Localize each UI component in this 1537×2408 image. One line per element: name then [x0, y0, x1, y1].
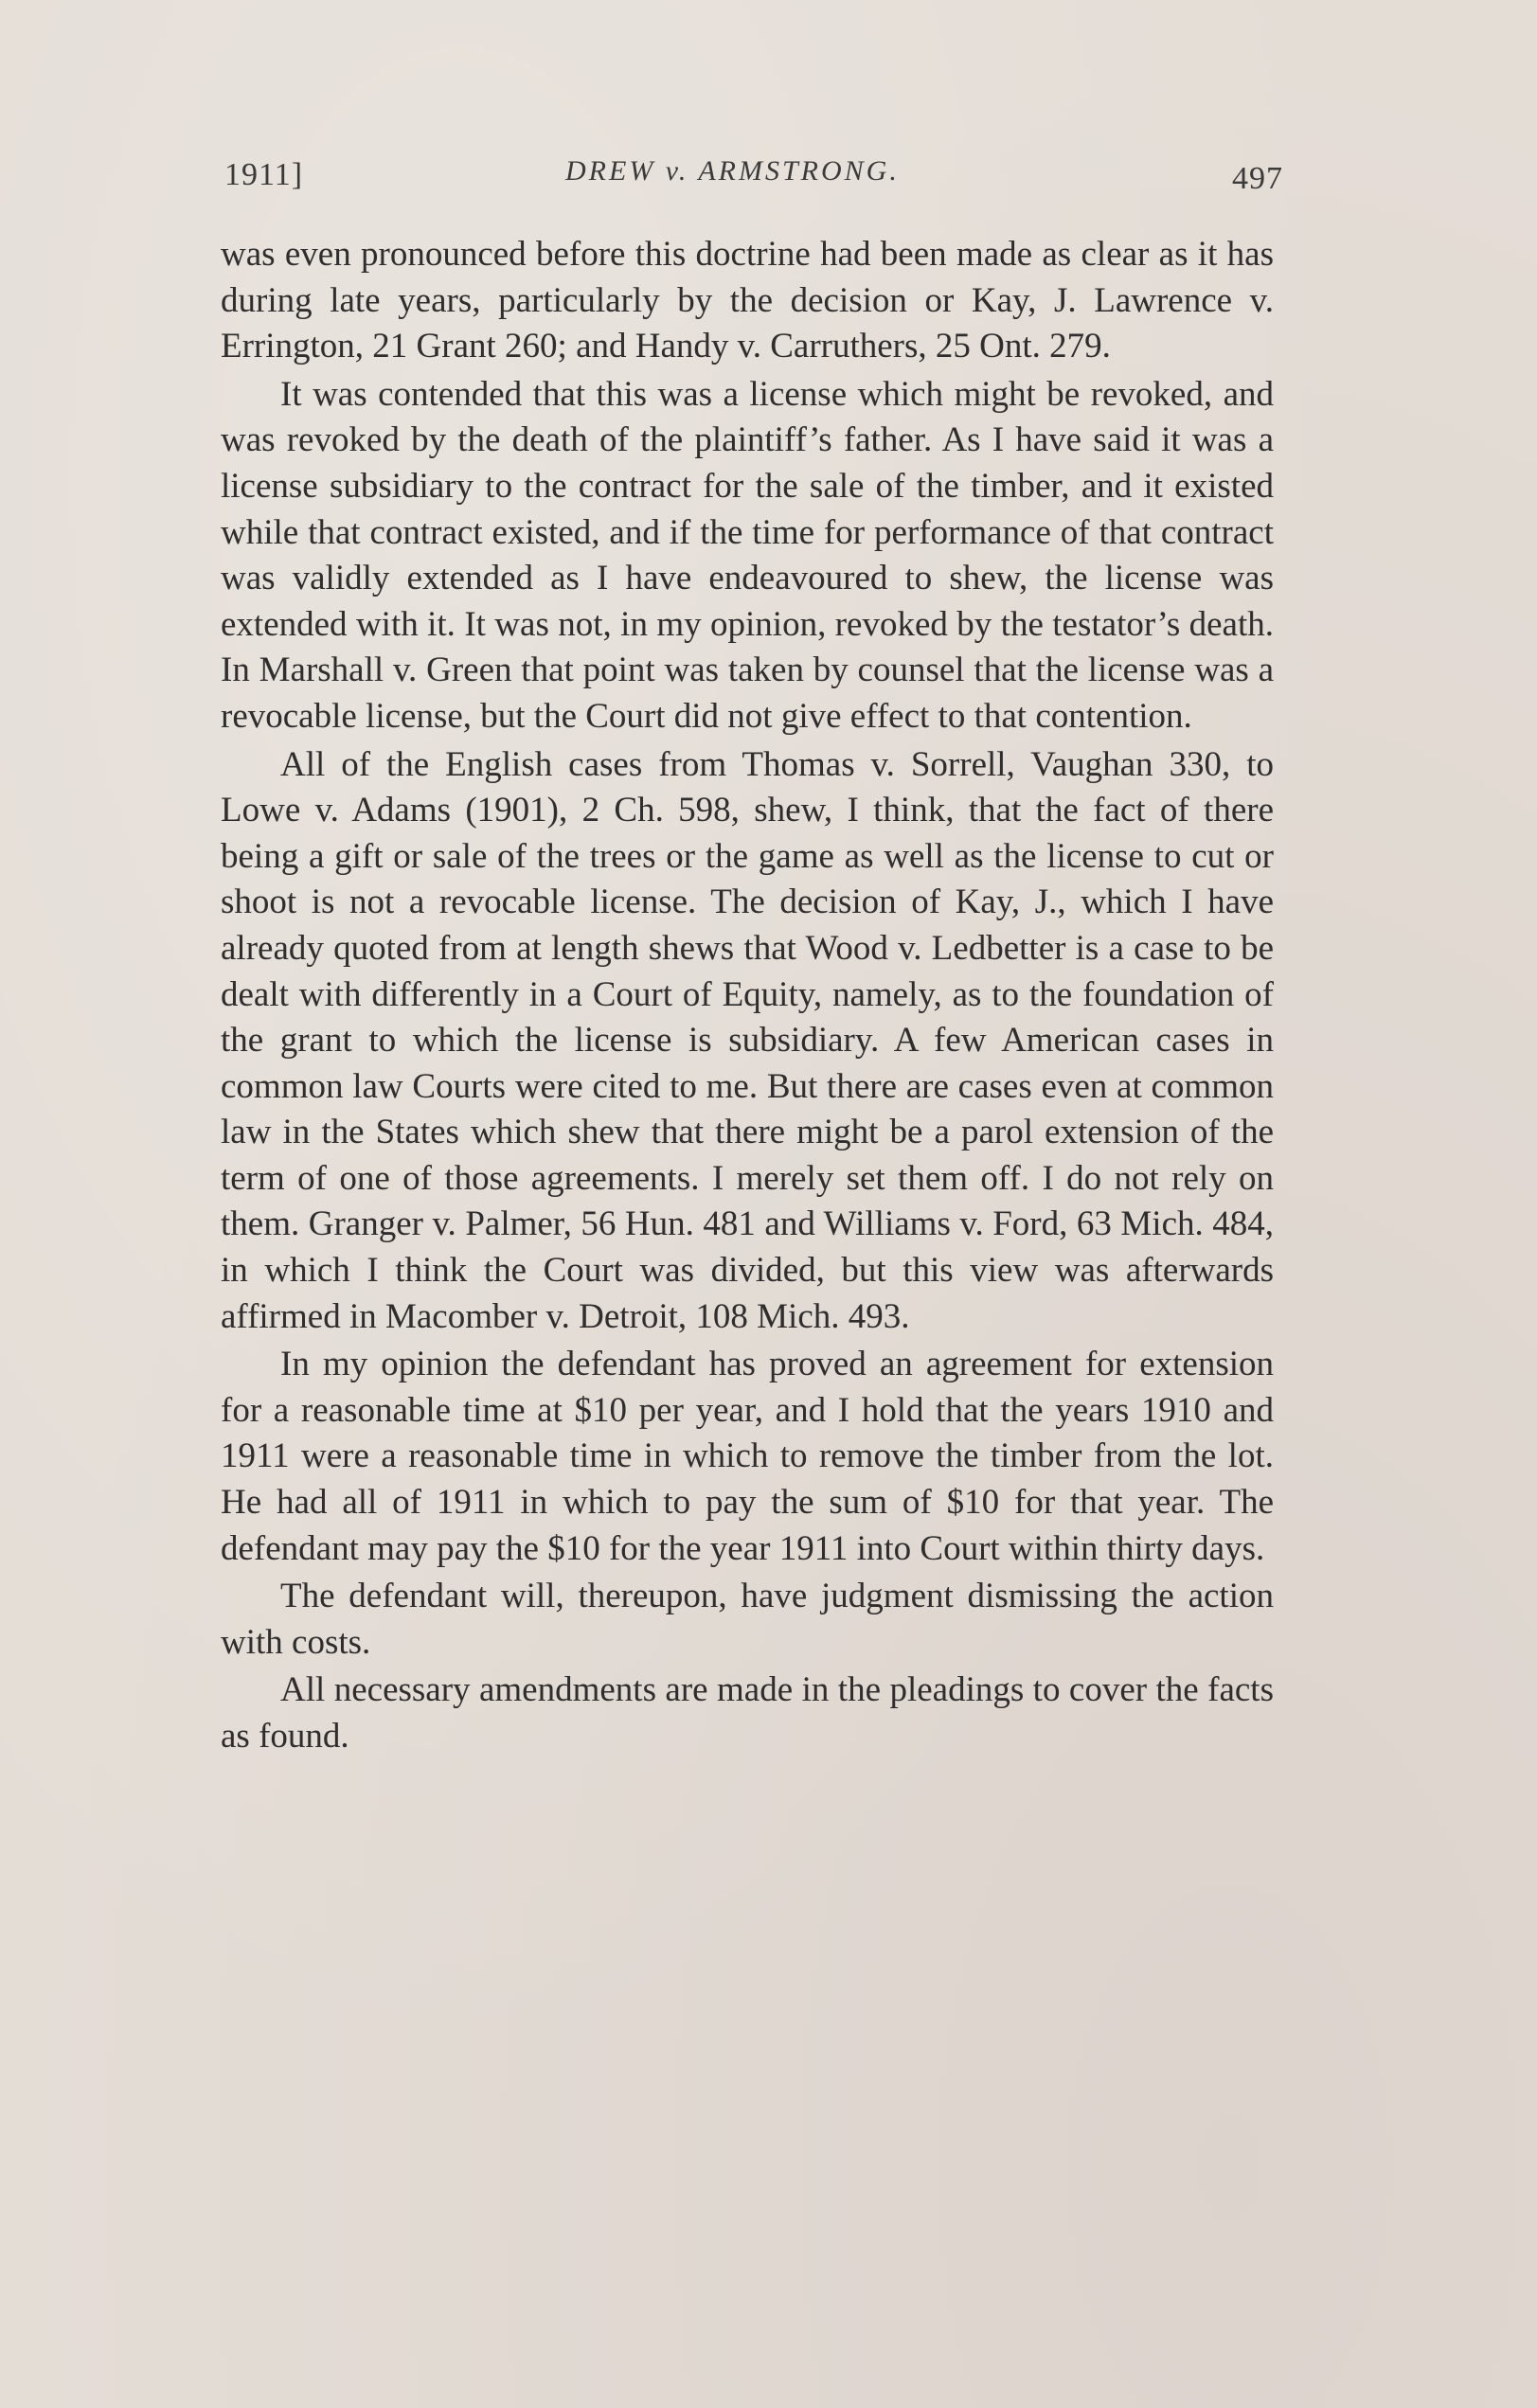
paragraph-english-cases: All of the English cases from Thomas v. Sorrell, Vaughan 330, to Lowe v. Adams (1901), 2 Ch. 598, shew, I think, that the fact of there being a gift or sale of the trees or the game as well as the license to cut or shoot is not a revocable license. The decision of Kay, J., which I have already quoted from at length shews that Wood v. Ledbetter is a case to be dealt with differently in a Court of Equity, namely, as to the foundation of the grant to which the license is subsidiary. A few American cases in common law Courts were cited to me. But there are cases even at common law in the States which shew that there might be a parol extension of the term of one of those agreements. I merely set them off. I do not rely on them. Granger v. Palmer, 56 Hun. 481 and Williams v. Ford, 63 Mich. 484, in which I think the Court was divided, but this view was afterwards affirmed in Macomber v. Detroit, 108 Mich. 493.: [221, 744, 1274, 1336]
header-page-number: 497: [1232, 161, 1283, 196]
paragraph-license-revocation: It was contended that this was a license which might be revoked, and was revoked by the death of the plaintiff’s father. As I have said it was a license subsidiary to the contract for the sale of the timber, and it existed while that contract existed, and if the time for performance of that contract was validly extended as I have endeavoured to shew, the license was extended with it. It was not, in my opinion, revoked by the testator’s death. In Marshall v. Green that point was taken by counsel that the license was a revocable license, but the Court did not give effect to that contention.: [221, 374, 1274, 736]
paragraph-opinion: In my opinion the defendant has proved an agreement for extension for a reasonable time at $10 per year, and I hold that the years 1910 and 1911 were a reasonable time in which to remove the timber from the lot. He had all of 1911 in which to pay the sum of $10 for that year. The defendant may pay the $10 for the year 1911 into Court within thirty days.: [221, 1345, 1274, 1568]
paragraph-continuation: was even pronounced before this doctrine had been made as clear as it has during late years, particularly by the decision or Kay, J. Lawrence v. Errington, 21 Grant 260; and Handy v. Carruthers, 25 Ont. 279.: [221, 235, 1274, 366]
running-header: [224, 152, 1283, 199]
body-text: [221, 232, 1274, 1762]
paragraph-amendments: All necessary amendments are made in the pleadings to cover the facts as found.: [221, 1670, 1274, 1756]
header-running-title: DREW v. ARMSTRONG.: [565, 155, 900, 187]
header-year: 1911]: [224, 157, 304, 192]
paragraph-judgment: The defendant will, thereupon, have judgment dismissing the action with costs.: [221, 1577, 1274, 1662]
